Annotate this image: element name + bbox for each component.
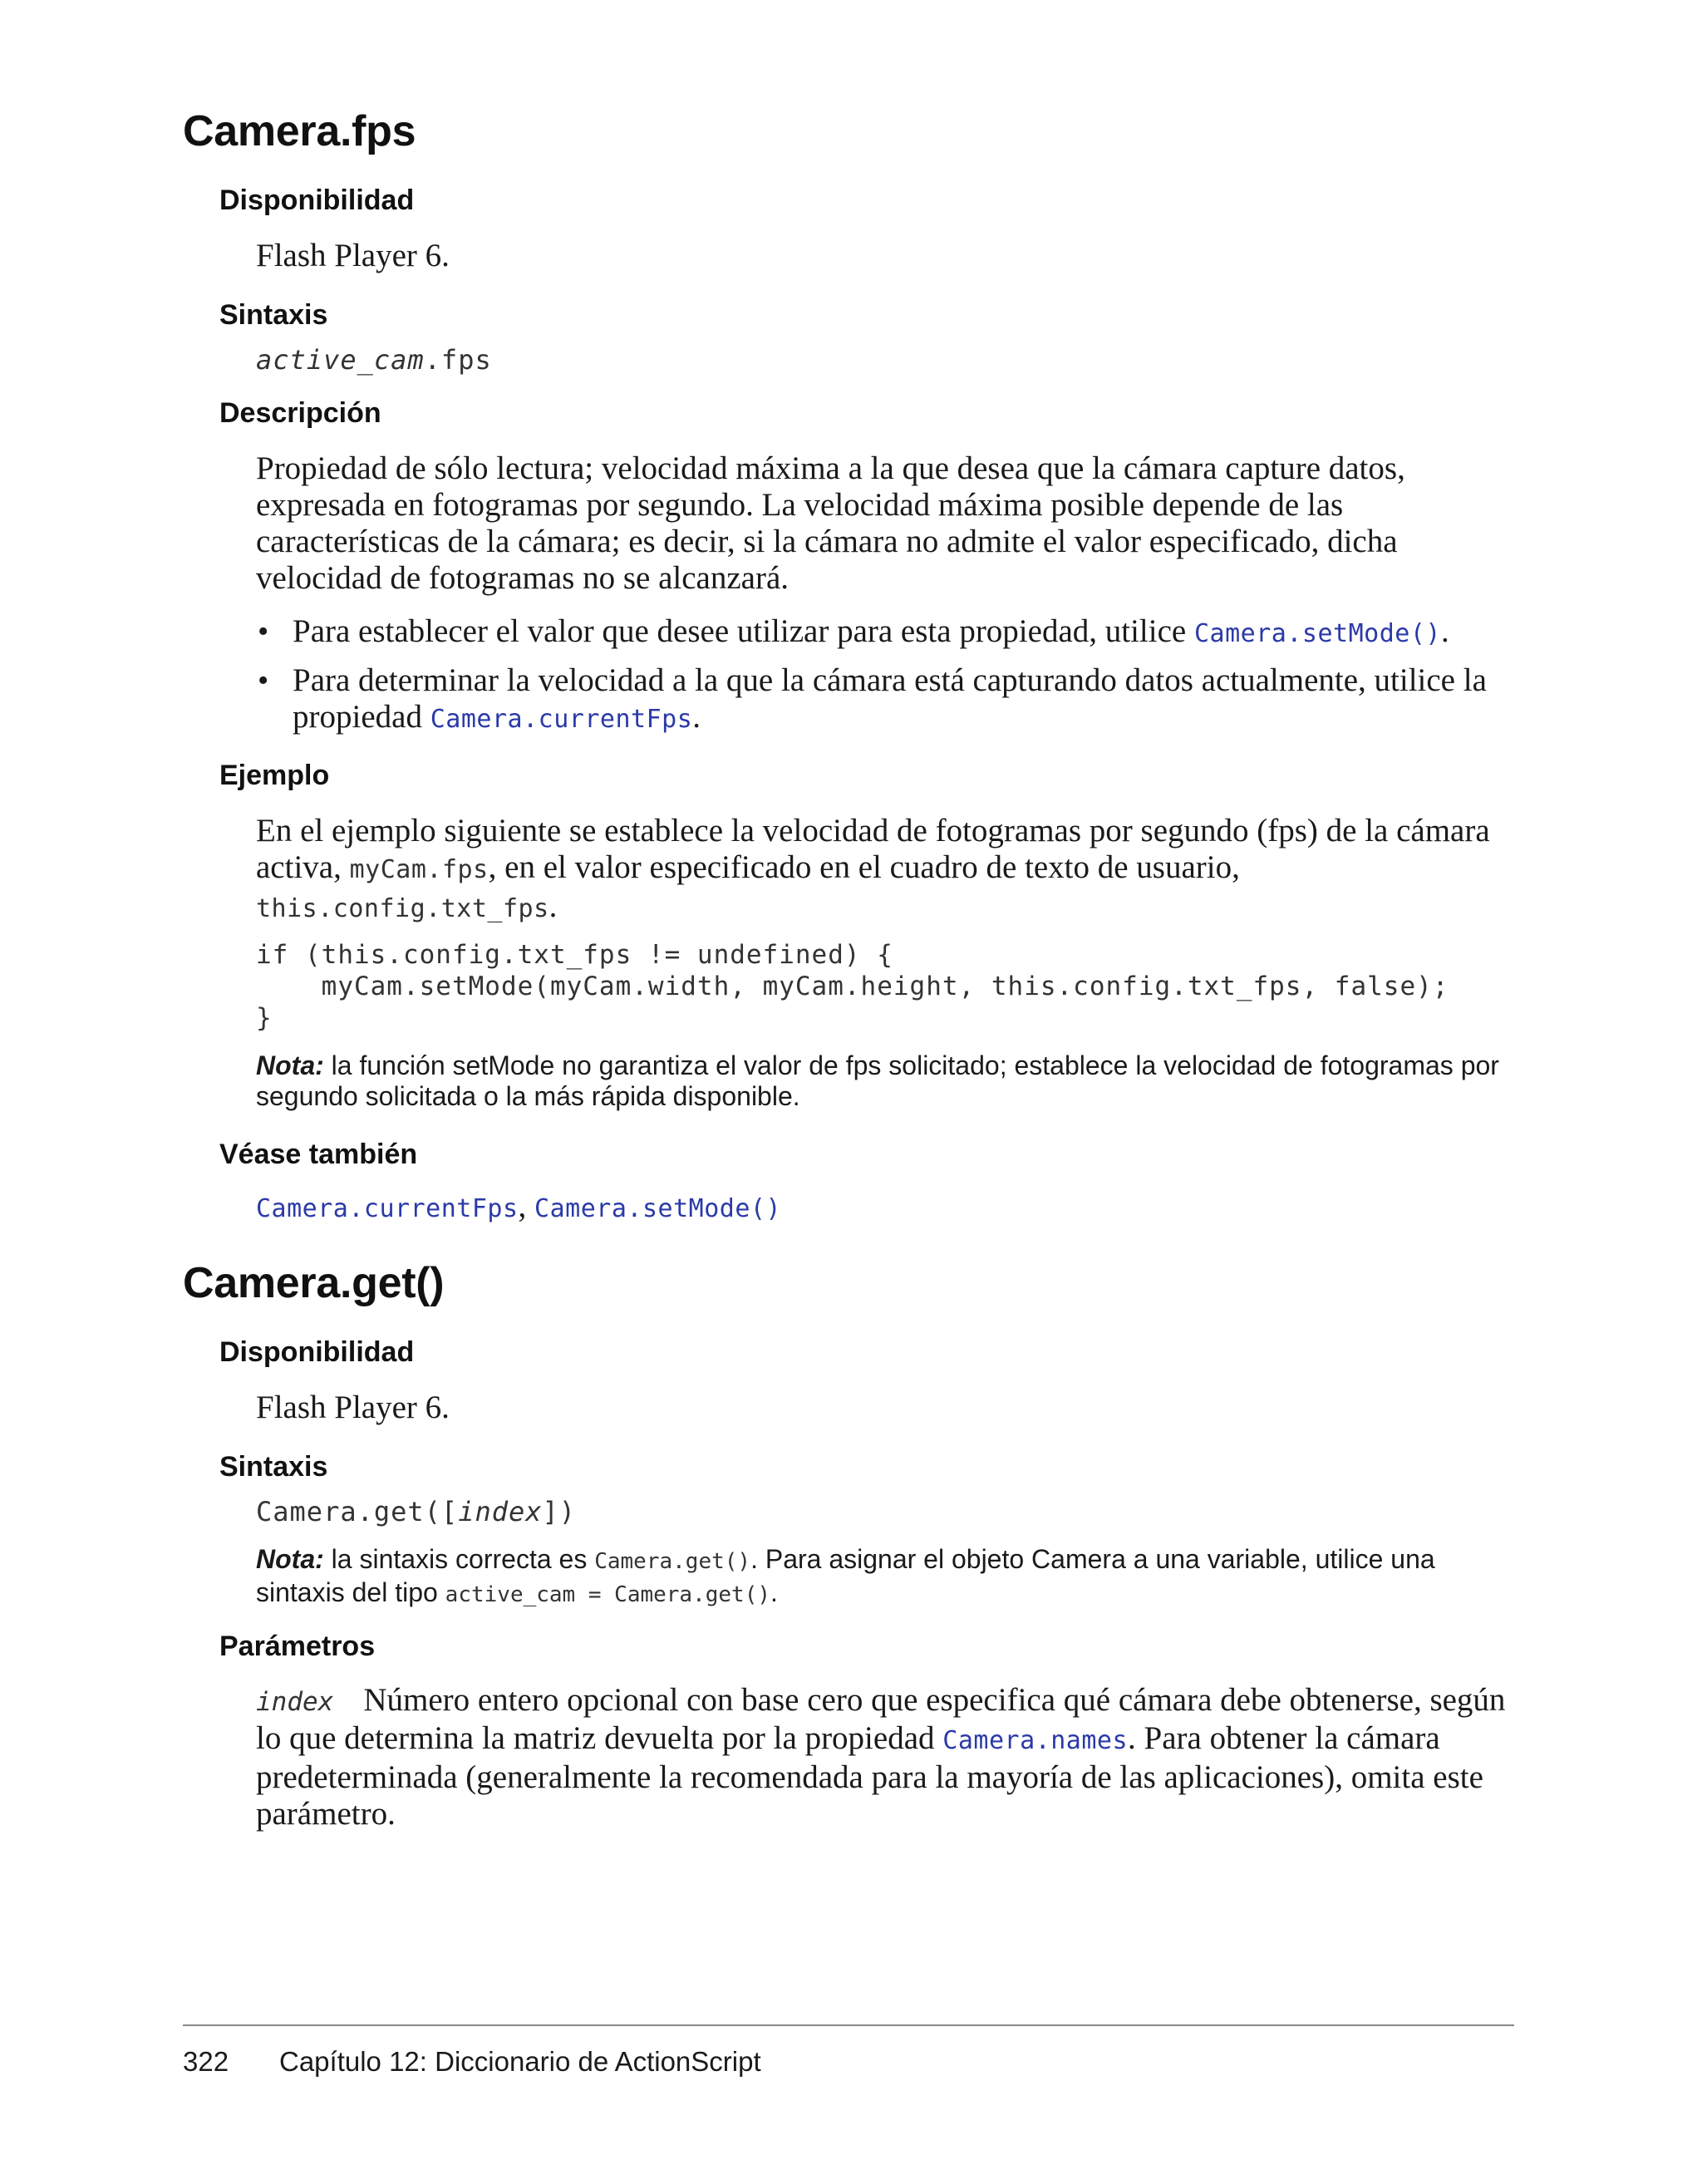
syntax-variable: active_cam — [256, 344, 425, 376]
link-camera-setmode[interactable]: Camera.setMode() — [1193, 619, 1441, 648]
description-bullets — [256, 613, 1519, 748]
syntax-line — [256, 341, 1519, 378]
example-code-block — [256, 939, 1449, 1034]
availability-heading: Disponibilidad — [219, 1336, 415, 1368]
link-camera-names[interactable]: Camera.names — [942, 1726, 1129, 1755]
syntax-heading: Sintaxis — [219, 1451, 328, 1483]
availability-text: Flash Player 6. — [256, 1390, 450, 1425]
bullet-dot: • — [258, 614, 269, 649]
page-number: 322 — [183, 2046, 229, 2077]
syntax-property: .fps — [424, 344, 492, 376]
inline-code-active-cam: active_cam = Camera.get() — [445, 1582, 771, 1607]
bullet-dot: • — [258, 663, 269, 698]
see-also-heading: Véase también — [219, 1139, 418, 1170]
description-text: Propiedad de sólo lectura; velocidad máxima a la que desea que la cámara capture datos, expresada en fotogramas por segundo. La velocidad máxima posible depende de las características de la cámara; es decir, si la cámara no admite el valor especificado, dicha velocidad de fotogramas no se alcanzará. — [256, 450, 1405, 596]
bullet-set-mode: • Para establecer el valor que desee utilizar para esta propiedad, utilice Camera.setMode(). — [258, 613, 1449, 649]
inline-code-mycam-fps: myCam.fps — [349, 855, 489, 884]
availability-text: Flash Player 6. — [256, 238, 450, 273]
syntax-param-index: index — [458, 1496, 543, 1527]
entry-title-camera-get: Camera.get() — [183, 1259, 445, 1307]
see-also-link-setmode[interactable]: Camera.setMode() — [534, 1194, 782, 1223]
note-label: Nota: — [256, 1544, 324, 1574]
example-heading: Ejemplo — [219, 760, 330, 791]
chapter-title: Capítulo 12: Diccionario de ActionScript — [279, 2046, 761, 2077]
inline-code-camera-get: Camera.get() — [594, 1549, 751, 1574]
link-camera-currentfps[interactable]: Camera.currentFps — [430, 705, 693, 734]
bullet-current-fps: • Para determinar la velocidad a la que la cámara está capturando datos actualmente, utilice la propiedad Camera.currentFps. — [258, 662, 1487, 735]
note-syntax: Nota: la sintaxis correcta es Camera.get(). Para asignar el objeto Camera a una variable, utilice una sintaxis del tipo active_cam = Camera.get(). — [256, 1544, 1435, 1607]
inline-code-txt-fps: this.config.txt_fps — [256, 894, 549, 923]
note-setmode: Nota: la función setMode no garantiza el valor de fps solicitado; establece la velocidad de fotogramas por segundo solicitada o la más rápida disponible. — [256, 1050, 1499, 1111]
parameters-heading: Parámetros — [219, 1631, 376, 1662]
example-text: En el ejemplo siguiente se establece la velocidad de fotogramas por segundo (fps) de la cámara activa, myCam.fps, en el valor especificado en el cuadro de texto de usuario, this.config.txt_fps. — [256, 813, 1490, 924]
description-heading: Descripción — [219, 397, 381, 429]
parameter-name-index: index — [256, 1687, 334, 1717]
parameter-index-description: index Número entero opcional con base cero que especifica qué cámara debe obtenerse, según lo que determina la matriz devuelta por la propiedad Camera.names. Para obtener la cámara predeterminada (generalmente la recomendada para la mayoría de las aplicaciones), omita este parámetro. — [256, 1682, 1506, 1832]
note-label: Nota: — [256, 1050, 324, 1080]
entry-title-camera-fps: Camera.fps — [183, 107, 416, 155]
code-line: myCam.setMode(myCam.width, myCam.height, this.config.txt_fps, false); — [256, 971, 1449, 1001]
code-line: if (this.config.txt_fps != undefined) { — [256, 940, 893, 970]
availability-heading: Disponibilidad — [219, 184, 415, 216]
syntax-heading: Sintaxis — [219, 299, 328, 331]
syntax-line: Camera.get([index]) — [256, 1496, 577, 1527]
see-also-links: Camera.currentFps, Camera.setMode() — [256, 1188, 782, 1224]
footer-rule — [183, 2024, 1514, 2026]
code-line: } — [256, 1003, 273, 1033]
see-also-link-currentfps[interactable]: Camera.currentFps — [256, 1194, 519, 1223]
